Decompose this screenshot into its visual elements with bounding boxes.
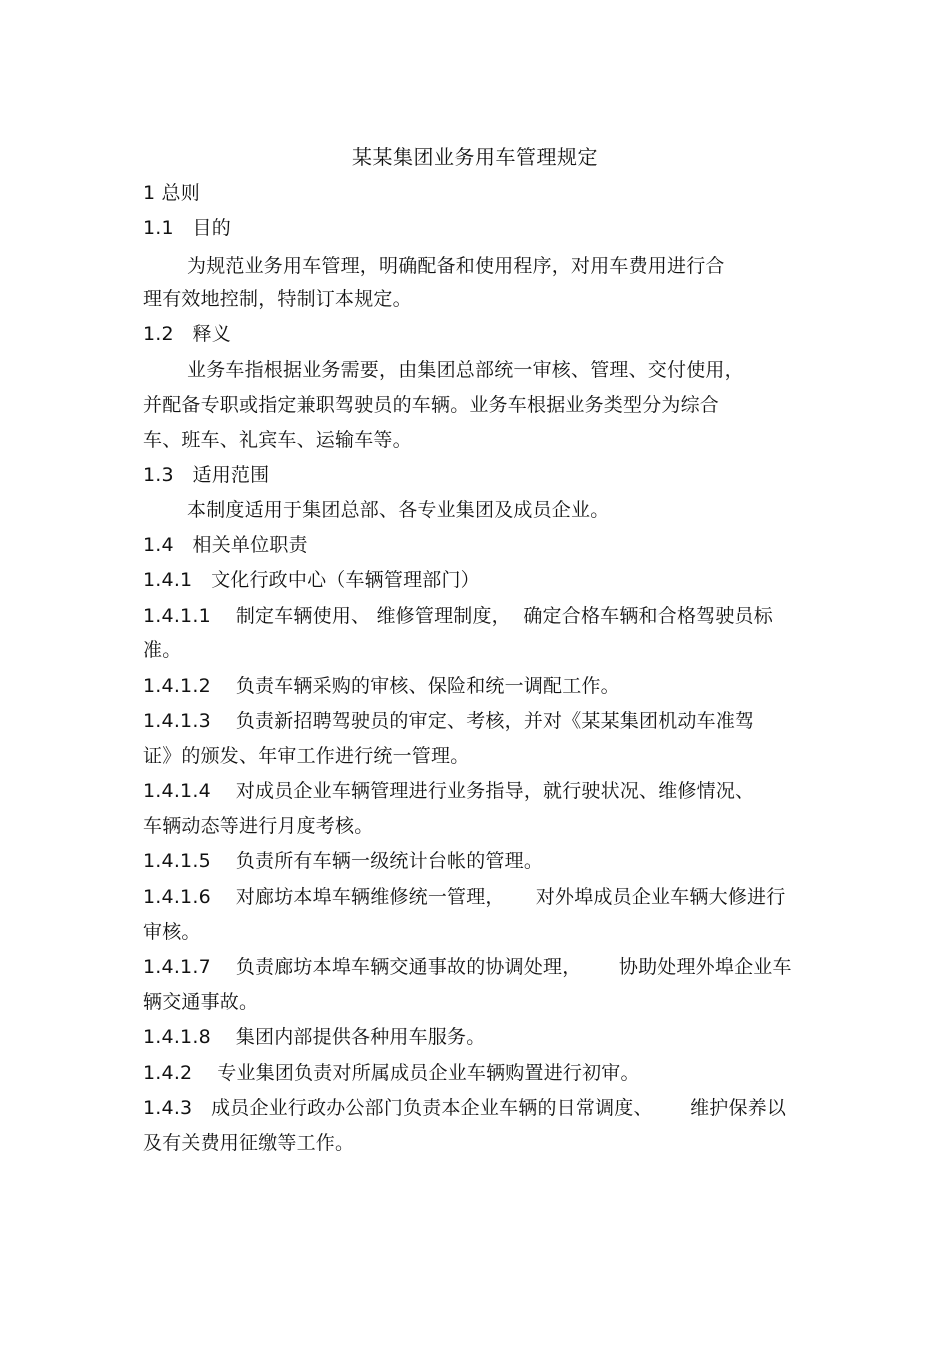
paragraph-line: 为规范业务用车管理，明确配备和使用程序，对用车费用进行合 — [187, 255, 725, 277]
clause-line: 1.4.3 成员企业行政办公部门负责本企业车辆的日常调度、 维护保养以 — [143, 1097, 787, 1119]
clause-line: 1.4.1.7 负责廊坊本埠车辆交通事故的协调处理， 协助处理外埠企业车 — [143, 956, 792, 978]
clause-line: 1.4.1.5 负责所有车辆一级统计台帐的管理。 — [143, 850, 544, 872]
clause-line: 准。 — [143, 639, 182, 661]
section-heading: 1.3 适用范围 — [143, 464, 270, 486]
clause-line: 1.4.1.8 集团内部提供各种用车服务。 — [143, 1026, 486, 1048]
clause-line: 1.4.1.3 负责新招聘驾驶员的审定、考核，并对《某某集团机动车准驾 — [143, 710, 755, 732]
clause-line: 1.4.1.4 对成员企业车辆管理进行业务指导，就行驶状况、维修情况、 — [143, 780, 755, 802]
paragraph-line: 理有效地控制，特制订本规定。 — [143, 288, 412, 310]
clause-line: 证》的颁发、年审工作进行统一管理。 — [143, 745, 470, 767]
section-heading: 1.4 相关单位职责 — [143, 534, 308, 556]
paragraph-line: 业务车指根据业务需要，由集团总部统一审核、管理、交付使用， — [187, 359, 744, 381]
clause-line: 1.4.1.2 负责车辆采购的审核、保险和统一调配工作。 — [143, 675, 620, 697]
paragraph-line: 本制度适用于集团总部、各专业集团及成员企业。 — [187, 499, 610, 521]
clause-line: 1.4.1.1 制定车辆使用、 维修管理制度， 确定合格车辆和合格驾驶员标 — [143, 605, 773, 627]
paragraph-line: 并配备专职或指定兼职驾驶员的车辆。业务车根据业务类型分为综合 — [143, 394, 720, 416]
clause-line: 审核。 — [143, 921, 201, 943]
section-heading: 1.1 目的 — [143, 217, 231, 239]
document-title: 某某集团业务用车管理规定 — [352, 145, 598, 169]
section-heading: 1.2 释义 — [143, 323, 231, 345]
clause-line: 车辆动态等进行月度考核。 — [143, 815, 374, 837]
clause-line: 1.4.2 专业集团负责对所属成员企业车辆购置进行初审。 — [143, 1062, 640, 1084]
section-heading: 1 总则 — [143, 182, 200, 204]
section-heading: 1.4.1 文化行政中心（车辆管理部门） — [143, 569, 480, 591]
clause-line: 及有关费用征缴等工作。 — [143, 1132, 355, 1154]
clause-line: 辆交通事故。 — [143, 991, 259, 1013]
clause-line: 1.4.1.6 对廊坊本埠车辆维修统一管理， 对外埠成员企业车辆大修进行 — [143, 886, 786, 908]
paragraph-line: 车、班车、礼宾车、运输车等。 — [143, 429, 412, 451]
